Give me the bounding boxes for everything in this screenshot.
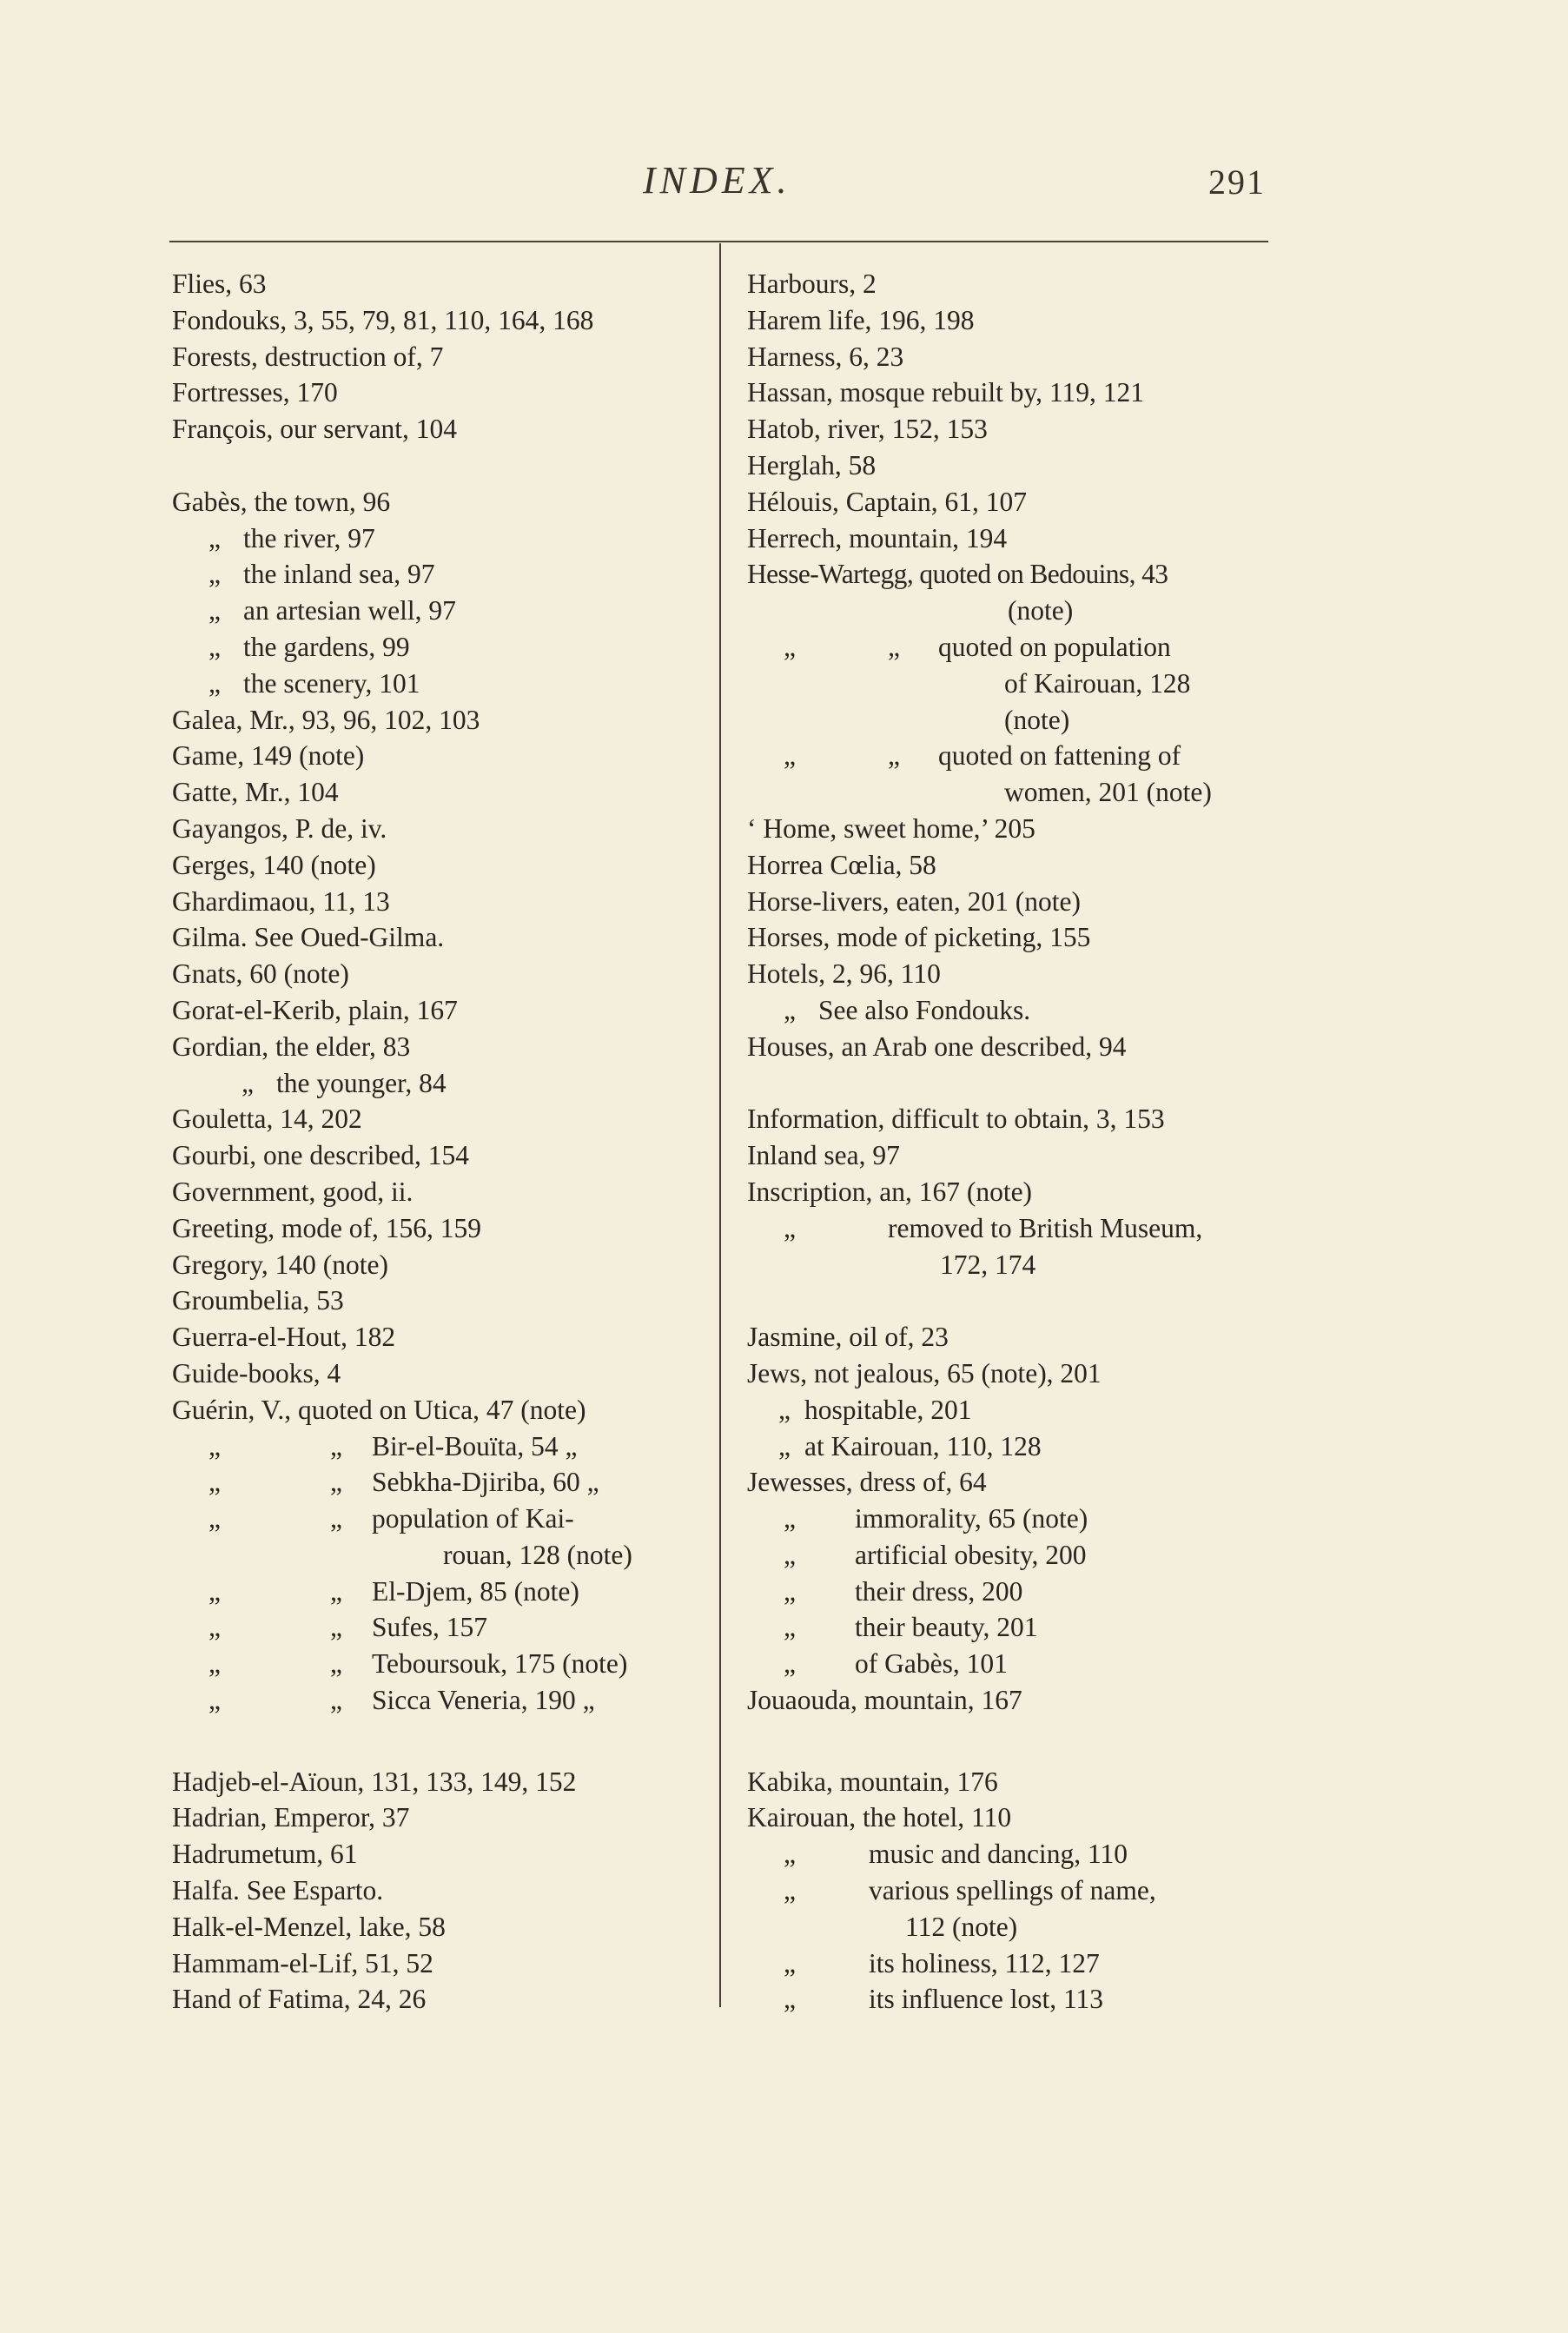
section-gap (747, 1282, 1286, 1319)
ditto-mark: „ (208, 595, 221, 626)
index-entry: Harbours, 2 (747, 268, 877, 299)
index-subentry: „ hospitable, 201 (747, 1392, 1286, 1428)
index-entry: Herrech, mountain, 194 (747, 522, 1008, 553)
index-subentry-continued: women, 201 (note) (1004, 777, 1212, 808)
ditto-mark: „ (784, 1503, 796, 1534)
index-entry: Hadrian, Emperor, 37 (172, 1802, 410, 1833)
index-entry: Inland sea, 97 (747, 1140, 900, 1171)
index-subentry: „ their beauty, 201 (747, 1609, 1286, 1646)
ditto-mark: „ (208, 1685, 221, 1716)
index-entry: Gouletta, 14, 202 (172, 1104, 362, 1135)
index-subentry: „ „ population of Kai- (172, 1501, 728, 1537)
index-entry: Jewesses, dress of, 64 (747, 1467, 987, 1498)
ditto-mark: „ (330, 1648, 342, 1680)
index-subentry-continued: rouan, 128 (note) (443, 1539, 632, 1570)
index-subentry: „ its holiness, 112, 127 (747, 1945, 1286, 1982)
section-gap (747, 1719, 1286, 1755)
page-title: INDEX. (643, 159, 791, 202)
ditto-mark: „ (784, 1839, 796, 1870)
index-entry: Houses, an Arab one described, 94 (747, 1031, 1127, 1062)
ditto-mark: „ (784, 740, 796, 772)
index-entry: Harness, 6, 23 (747, 341, 904, 372)
index-entry: Gnats, 60 (note) (172, 958, 349, 990)
ditto-mark: „ (784, 1875, 796, 1906)
ditto-mark: „ (888, 631, 900, 662)
index-entry: Gerges, 140 (note) (172, 849, 376, 880)
ditto-mark: „ (208, 1430, 221, 1461)
ditto-mark: „ (208, 1467, 221, 1498)
index-subentry: „ „ Bir-el-Bouïta, 54 „ (172, 1428, 728, 1465)
index-subentry: „ an artesian well, 97 (172, 593, 728, 629)
index-entry: Groumbelia, 53 (172, 1285, 344, 1316)
index-entry: Halfa. See Esparto. (172, 1875, 384, 1906)
index-subentry: „ the river, 97 (172, 520, 728, 557)
index-subentry-continued: 112 (note) (905, 1911, 1018, 1942)
index-subentry: „ at Kairouan, 110, 128 (747, 1428, 1286, 1465)
ditto-mark: „ (208, 559, 221, 590)
index-entry: Fondouks, 3, 55, 79, 81, 110, 164, 168 (172, 304, 594, 335)
index-column-right (747, 266, 1286, 2018)
index-subentry: „ their dress, 200 (747, 1574, 1286, 1610)
index-entry: Hotels, 2, 96, 110 (747, 958, 941, 990)
index-entry: Gregory, 140 (note) (172, 1249, 389, 1280)
ditto-mark: „ (208, 1648, 221, 1680)
index-entry: Hand of Fatima, 24, 26 (172, 1984, 427, 2015)
index-entry: Guérin, V., quoted on Utica, 47 (note) (172, 1394, 586, 1425)
index-subentry: „ music and dancing, 110 (747, 1836, 1286, 1872)
index-entry: Kairouan, the hotel, 110 (747, 1802, 1012, 1833)
index-entry-continued: (note) (1008, 595, 1074, 626)
index-entry: Galea, Mr., 93, 96, 102, 103 (172, 704, 480, 735)
index-entry: Hesse-Wartegg, quoted on Bedouins, 43 (747, 559, 1168, 590)
index-entry: Gayangos, P. de, iv. (172, 812, 387, 844)
index-entry: Hammam-el-Lif, 51, 52 (172, 1947, 433, 1978)
index-entry: Inscription, an, 167 (note) (747, 1176, 1033, 1207)
ditto-mark: „ (208, 667, 221, 699)
ditto-mark: „ (778, 1430, 791, 1461)
header-rule (169, 241, 1268, 242)
index-entry: Guide-books, 4 (172, 1357, 341, 1389)
ditto-mark: „ (330, 1430, 342, 1461)
ditto-mark: „ (330, 1575, 342, 1607)
index-subentry: „ „ Teboursouk, 175 (note) (172, 1646, 728, 1682)
index-subentry: „ removed to British Museum, (747, 1210, 1286, 1247)
ditto-mark: „ (330, 1612, 342, 1643)
index-entry: Jews, not jealous, 65 (note), 201 (747, 1357, 1102, 1389)
running-header (0, 158, 1568, 210)
ditto-mark: „ (241, 1067, 254, 1098)
index-subentry: „ the younger, 84 (172, 1065, 728, 1102)
section-gap (172, 1755, 728, 1764)
index-entry: Jouaouda, mountain, 167 (747, 1685, 1022, 1716)
ditto-mark: „ (208, 1503, 221, 1534)
section-gap (172, 1719, 728, 1755)
index-subentry-continued: of Kairouan, 128 (1004, 667, 1191, 699)
ditto-mark: „ (565, 1430, 578, 1461)
index-entry: Greeting, mode of, 156, 159 (172, 1212, 482, 1243)
index-subentry: „ „ Sicca Veneria, 190 „ (172, 1682, 728, 1719)
index-subentry: „ the inland sea, 97 (172, 556, 728, 593)
ditto-mark: „ (784, 1212, 796, 1243)
ditto-mark: „ (586, 1467, 599, 1498)
index-entry: Jasmine, oil of, 23 (747, 1322, 949, 1353)
index-subentry: „ various spellings of name, (747, 1872, 1286, 1909)
index-entry: François, our servant, 104 (172, 414, 458, 445)
ditto-mark: „ (784, 1984, 796, 2015)
ditto-mark: „ (784, 1539, 796, 1570)
index-entry: Harem life, 196, 198 (747, 304, 975, 335)
page-number: 291 (1208, 162, 1266, 202)
index-subentry: „ „ Sebkha-Djiriba, 60 „ (172, 1464, 728, 1501)
ditto-mark: „ (330, 1503, 342, 1534)
ditto-mark: „ (784, 1947, 796, 1978)
index-entry: Hélouis, Captain, 61, 107 (747, 486, 1027, 517)
ditto-mark: „ (208, 522, 221, 553)
ditto-mark: „ (330, 1685, 342, 1716)
section-gap (747, 1755, 1286, 1764)
index-entry: Gilma. See Oued-Gilma. (172, 922, 445, 953)
ditto-mark: „ (888, 740, 900, 772)
ditto-mark: „ (784, 631, 796, 662)
index-entry: ‘ Home, sweet home,’ 205 (747, 812, 1035, 844)
index-entry: Horses, mode of picketing, 155 (747, 922, 1091, 953)
index-subentry-continued: (note) (1004, 704, 1070, 735)
index-subentry: „ immorality, 65 (note) (747, 1501, 1286, 1537)
index-entry: Gourbi, one described, 154 (172, 1140, 470, 1171)
ditto-mark: „ (208, 631, 221, 662)
index-subentry: „ „ quoted on fattening of (747, 738, 1286, 774)
index-subentry: „ See also Fondouks. (747, 992, 1286, 1029)
index-entry: Hadrumetum, 61 (172, 1839, 358, 1870)
index-entry: Herglah, 58 (747, 449, 877, 481)
index-entry: Information, difficult to obtain, 3, 153 (747, 1104, 1165, 1135)
ditto-mark: „ (208, 1575, 221, 1607)
index-entry: Forests, destruction of, 7 (172, 341, 444, 372)
ditto-mark: „ (784, 994, 796, 1025)
index-entry: Ghardimaou, 11, 13 (172, 885, 390, 917)
index-subentry: „ of Gabès, 101 (747, 1646, 1286, 1682)
ditto-mark: „ (778, 1394, 791, 1425)
index-entry: Kabika, mountain, 176 (747, 1766, 998, 1797)
index-entry: Guerra-el-Hout, 182 (172, 1322, 396, 1353)
index-subentry: „ its influence lost, 113 (747, 1981, 1286, 2018)
index-entry: Flies, 63 (172, 268, 267, 299)
ditto-mark: „ (582, 1685, 595, 1716)
index-subentry-continued: 172, 174 (940, 1249, 1036, 1280)
index-subentry: „ the gardens, 99 (172, 629, 728, 666)
ditto-mark: „ (784, 1648, 796, 1680)
index-entry: Government, good, ii. (172, 1176, 414, 1207)
index-subentry: „ „ Sufes, 157 (172, 1609, 728, 1646)
index-entry: Gabès, the town, 96 (172, 486, 391, 517)
section-gap (747, 1065, 1286, 1102)
index-entry: Fortresses, 170 (172, 377, 338, 408)
index-subentry: „ „ quoted on population (747, 629, 1286, 666)
index-entry: Hatob, river, 152, 153 (747, 414, 988, 445)
index-entry: Horrea Cœlia, 58 (747, 849, 936, 880)
ditto-mark: „ (784, 1575, 796, 1607)
index-entry: Game, 149 (note) (172, 740, 365, 772)
index-entry: Hassan, mosque rebuilt by, 119, 121 (747, 377, 1144, 408)
ditto-mark: „ (784, 1612, 796, 1643)
ditto-mark: „ (208, 1612, 221, 1643)
index-entry: Gorat-el-Kerib, plain, 167 (172, 994, 458, 1025)
section-gap (172, 447, 728, 484)
index-entry: Horse-livers, eaten, 201 (note) (747, 885, 1081, 917)
index-subentry: „ artificial obesity, 200 (747, 1537, 1286, 1574)
ditto-mark: „ (330, 1467, 342, 1498)
index-entry: Gatte, Mr., 104 (172, 777, 339, 808)
index-entry: Gordian, the elder, 83 (172, 1031, 411, 1062)
index-subentry: „ „ El-Djem, 85 (note) (172, 1574, 728, 1610)
index-entry: Hadjeb-el-Aïoun, 131, 133, 149, 152 (172, 1766, 577, 1797)
index-subentry: „ the scenery, 101 (172, 666, 728, 702)
index-entry: Halk-el-Menzel, lake, 58 (172, 1911, 446, 1942)
index-column-left (172, 266, 728, 2018)
